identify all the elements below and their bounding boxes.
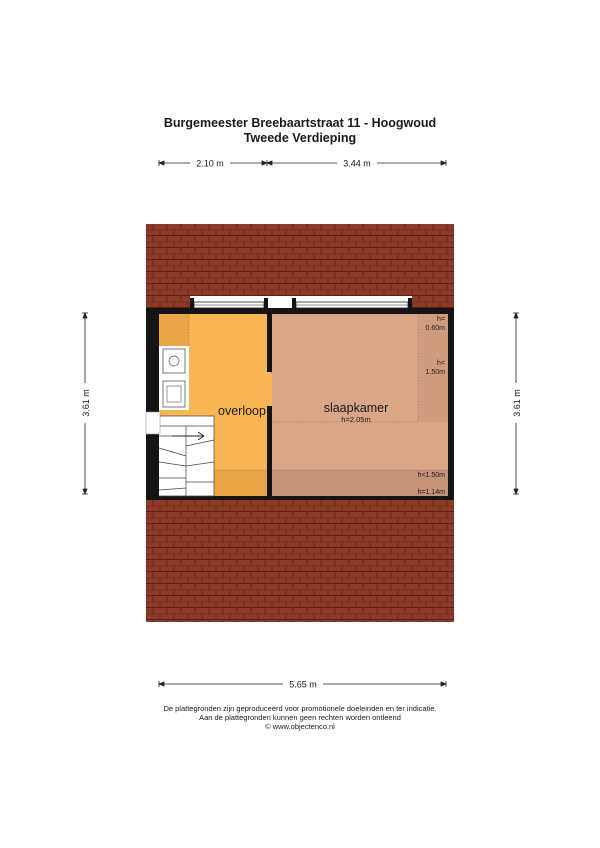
stair-opening xyxy=(146,412,160,434)
window-jamb-3 xyxy=(292,298,296,310)
window-jamb-2 xyxy=(264,298,268,310)
dim-top-right: 3.44 m xyxy=(343,158,371,169)
floor-name: Tweede Verdieping xyxy=(243,131,357,145)
plan-title: Burgemeester Breebaartstraat 11 - Hoogwoud xyxy=(163,116,437,130)
dim-right: 3.61 m xyxy=(512,389,522,417)
disclaimer-line-2: Aan de plattegronden kunnen geen rechten worden ontleend xyxy=(199,713,401,722)
window-jamb-1 xyxy=(190,298,194,310)
roof-bottom xyxy=(146,500,454,622)
height-note: h< xyxy=(437,360,445,367)
height-note: 0.60m xyxy=(425,325,445,332)
window-jamb-4 xyxy=(408,298,412,310)
height-note: h= xyxy=(437,316,445,323)
door-opening xyxy=(267,372,272,406)
dim-bottom: 5.65 m xyxy=(289,679,317,690)
disclaimer-line-1: De plattegronden zijn geproduceerd voor promotionele doeleinden en ter indicatie. xyxy=(163,704,437,713)
window-slaapkamer xyxy=(296,302,408,308)
room-label-overloop: overloop xyxy=(218,404,266,418)
height-note: h<1.50m xyxy=(417,472,445,479)
overloop-low-zone-top xyxy=(159,314,189,346)
room-label-slaapkamer: slaapkamer xyxy=(323,401,389,415)
storage-area xyxy=(159,346,189,410)
overloop-low-zone-bottom xyxy=(214,470,267,496)
dim-left: 3.61 m xyxy=(81,389,91,417)
height-note: h=1.14m xyxy=(417,489,445,496)
window-overloop xyxy=(194,302,264,308)
copyright: © www.objectenco.nl xyxy=(265,722,335,731)
height-note: 1.50m xyxy=(425,369,445,376)
dim-top-left: 2.10 m xyxy=(196,158,224,169)
room-height-slaapkamer: h=2.05m xyxy=(341,415,371,424)
staircase xyxy=(159,416,214,496)
